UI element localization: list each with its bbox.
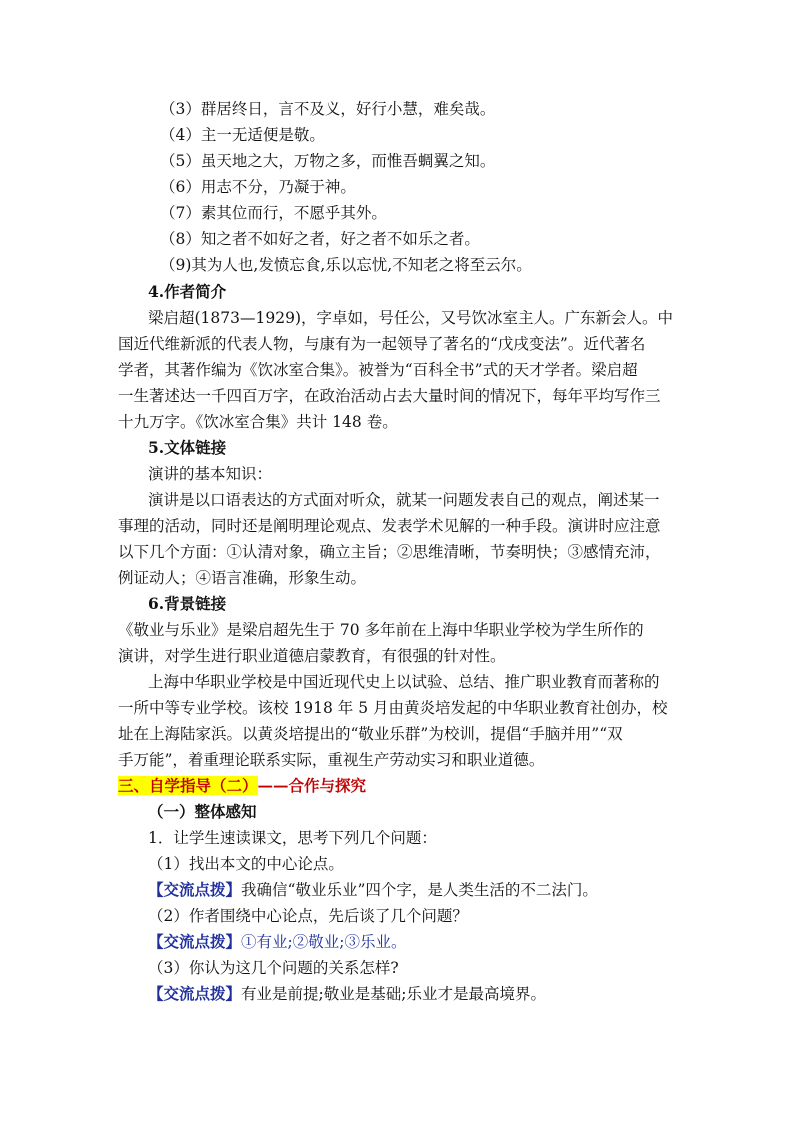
quote-6: （6）用志不分，乃凝于神。 (160, 178, 356, 196)
answer-text: 我确信“敬业乐业”四个字，是人类生活的不二法门。 (241, 881, 598, 899)
heading-author: 4.作者简介 (148, 282, 227, 301)
author-line-4: 一生著述达一千四百万字，在政治活动占去大量时间的情况下，每年平均写作三 (118, 387, 661, 405)
question-intro: 1．让学生速读课文，思考下列几个问题： (148, 829, 437, 847)
heading-highlight: 三、自学指导（二） (118, 776, 258, 795)
heading-genre: 5.文体链接 (148, 438, 227, 457)
quote-7: （7）素其位而行，不愿乎其外。 (160, 204, 387, 222)
author-line-2: 国近代维新派的代表人物，与康有为一起领导了著名的“戊戌变法”。近代著名 (118, 335, 646, 353)
background-line-5: 址在上海陆家浜。以黄炎培提出的“敬业乐群”为校训，提倡“手脑并用”“双 (118, 725, 623, 743)
author-line-5: 十九万字。《饮冰室合集》共计 148 卷。 (118, 413, 398, 431)
answer-2 (148, 930, 710, 954)
quote-9: （9)其为人也,发愤忘食,乐以忘忧,不知老之将至云尔。 (160, 256, 532, 274)
quote-8: （8）知之者不如好之者，好之者不如乐之者。 (160, 230, 480, 248)
answer-tag: 【交流点拨】 (148, 984, 242, 1003)
answer-text: 有业是前提;敬业是基础;乐业才是最高境界。 (241, 985, 546, 1003)
background-line-4: 一所中等专业学校。该校 1918 年 5 月由黄炎培发起的中华职业教育社创办，校 (118, 699, 668, 717)
question-1: （1）找出本文的中心论点。 (148, 855, 344, 873)
answer-text: ①有业;②敬业;③乐业。 (241, 933, 407, 951)
heading-subtitle: ——合作与探究 (257, 776, 367, 795)
answer-tag: 【交流点拨】 (148, 932, 242, 951)
answer-3 (148, 982, 710, 1006)
question-3: （3）你认为这几个问题的关系怎样? (148, 959, 399, 977)
background-line-1: 《敬业与乐业》是梁启超先生于 70 多年前在上海中华职业学校为学生所作的 (118, 621, 644, 639)
genre-line-3: 事理的活动，同时还是阐明理论观点、发表学术见解的一种手段。演讲时应注意 (118, 517, 661, 535)
author-line-1: 梁启超(1873—1929)，字卓如，号任公，又号饮冰室主人。广东新会人。中 (148, 309, 673, 327)
background-line-6: 手万能”，着重理论联系实际，重视生产劳动实习和职业道德。 (118, 751, 545, 769)
quote-3: （3）群居终日，言不及义，好行小慧，难矣哉。 (160, 100, 496, 118)
heading-background: 6.背景链接 (148, 594, 227, 613)
background-line-2: 演讲，对学生进行职业道德启蒙教育，有很强的针对性。 (118, 647, 506, 665)
author-line-3: 学者，其著作编为《饮冰室合集》。被誉为“百科全书”式的天才学者。梁启超 (118, 361, 638, 379)
genre-line-5: 例证动人；④语言准确，形象生动。 (118, 569, 367, 587)
quote-4: （4）主一无适便是敬。 (160, 126, 325, 144)
genre-line-2: 演讲是以口语表达的方式面对听众，就某一问题发表自己的观点，阐述某一 (148, 491, 660, 509)
answer-tag: 【交流点拨】 (148, 880, 242, 899)
genre-line-1: 演讲的基本知识： (148, 465, 273, 483)
subheading-overall: （一）整体感知 (148, 802, 257, 821)
genre-line-4: 以下几个方面：①认清对象，确立主旨；②思维清晰，节奏明快；③感情充沛， (118, 543, 661, 561)
question-2: （2）作者围绕中心论点，先后谈了几个问题？ (148, 907, 468, 925)
background-line-3: 上海中华职业学校是中国近现代史上以试验、总结、推广职业教育而著称的 (148, 673, 660, 691)
quote-5: （5）虽天地之大，万物之多，而惟吾蜩翼之知。 (160, 152, 496, 170)
heading-self-study-2 (118, 774, 680, 798)
answer-1 (148, 878, 710, 902)
